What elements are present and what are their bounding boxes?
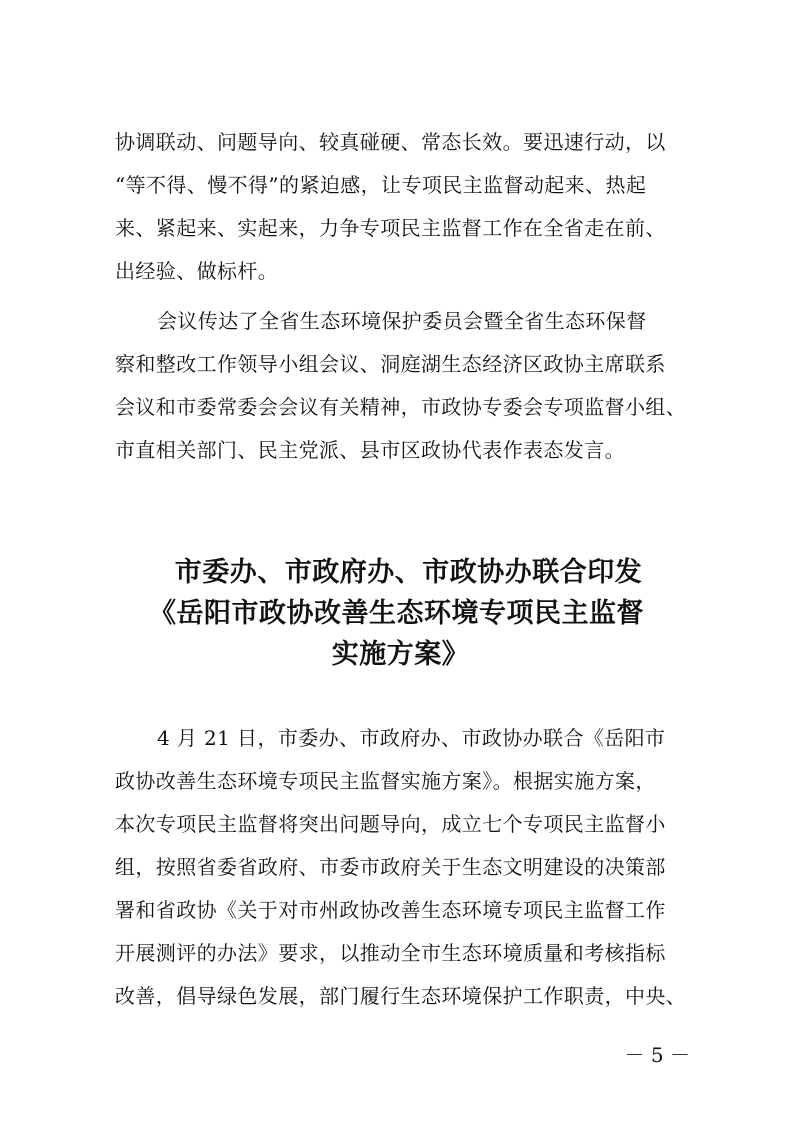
text-line: 开展测评的办法》要求，以推动全市生态环境质量和考核指标 bbox=[115, 941, 666, 965]
heading-line: 市委办、市政府办、市政协办联合印发 bbox=[174, 557, 643, 588]
page-number: － 5 － bbox=[624, 1043, 690, 1067]
text-line: 察和整改工作领导小组会议、洞庭湖生态经济区政协主席联系 bbox=[115, 352, 666, 376]
text-line: 改善，倡导绿色发展，部门履行生态环境保护工作职责，中央、 bbox=[115, 984, 687, 1008]
text-line: 组，按照省委省政府、市委市政府关于生态文明建设的决策部 bbox=[115, 855, 666, 879]
text-line: 政协改善生态环境专项民主监督实施方案》。根据实施方案， bbox=[115, 769, 656, 793]
text-line: 出经验、做标杆。 bbox=[115, 259, 279, 283]
text-line: 会议和市委常委会会议有关精神，市政协专委会专项监督小组、 bbox=[115, 395, 687, 419]
text-line: 署和省政协《关于对市州政协改善生态环境专项民主监督工作 bbox=[115, 898, 666, 922]
text-line: 来、紧起来、实起来，力争专项民主监督工作在全省走在前、 bbox=[115, 216, 666, 240]
text-line: 4 月 21 日，市委办、市政府办、市政协办联合《岳阳市 bbox=[157, 726, 666, 750]
heading-line: 《岳阳市政协改善生态环境专项民主监督 bbox=[149, 598, 644, 629]
text-line: “等不得、慢不得”的紧迫感，让专项民主监督动起来、热起 bbox=[115, 173, 647, 197]
text-line: 市直相关部门、民主党派、县市区政协代表作表态发言。 bbox=[115, 438, 625, 462]
heading-line: 实施方案》 bbox=[331, 639, 470, 670]
text-line: 本次专项民主监督将突出问题导向，成立七个专项民主监督小 bbox=[115, 812, 666, 836]
text-line: 协调联动、问题导向、较真碰硬、常态长效。要迅速行动，以 bbox=[115, 130, 666, 154]
text-line: 会议传达了全省生态环境保护委员会暨全省生态环保督 bbox=[157, 309, 647, 333]
